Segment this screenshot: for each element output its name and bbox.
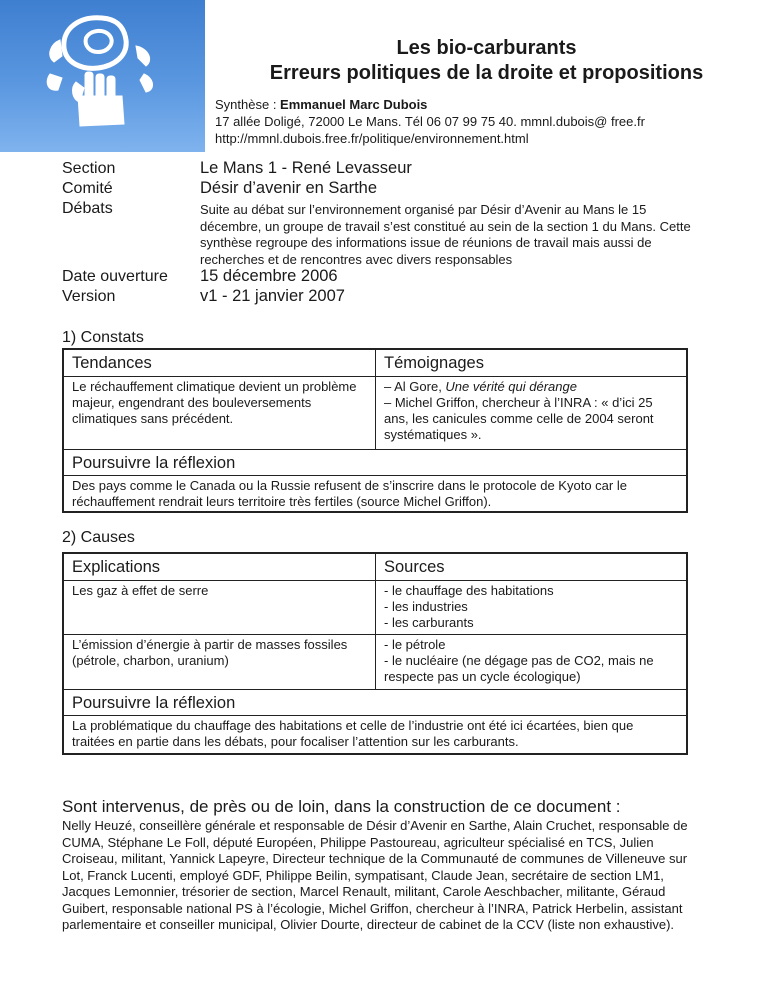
temoignage-prefix: – Al Gore, (384, 379, 446, 394)
comite-value: Désir d’avenir en Sarthe (200, 179, 378, 197)
document-subtitle: Erreurs politiques de la droite et propositions (269, 62, 704, 84)
synthese-author: Emmanuel Marc Dubois (280, 97, 428, 112)
logo-banner (0, 0, 205, 152)
tendances-header: Tendances (64, 350, 376, 376)
explications-header: Explications (64, 554, 376, 580)
section-value: Le Mans 1 - René Levasseur (200, 159, 412, 177)
date-value: 15 décembre 2006 (200, 267, 338, 285)
causes-row (64, 635, 686, 690)
source-item: - les carburants (384, 615, 474, 630)
synthese-label: Synthèse : (215, 97, 281, 112)
source-item: - le chauffage des habitations (384, 583, 554, 598)
sources-cell (376, 635, 686, 689)
synthese-line (215, 97, 427, 113)
constats-title: 1) Constats (62, 329, 144, 346)
author-address: 17 allée Doligé, 72000 Le Mans. Tél 06 07 99 75 40. mmnl.dubois@ free.fr (215, 114, 645, 129)
date-label: Date ouverture (62, 268, 168, 285)
causes-reflexion-text: La problématique du chauffage des habitations et celle de l’industrie ont été ici écartées, bien que traitées en partie dans les débats, pour focaliser l’attention sur les carburants. (72, 718, 634, 749)
temoignage-griffon: – Michel Griffon, chercheur à l’INRA : « d’ici 25 ans, les canicules comme celle de 2004 seront systématiques ». (384, 395, 654, 442)
constats-reflexion-title: Poursuivre la réflexion (64, 450, 686, 476)
document-title: Les bio-carburants (396, 37, 577, 59)
constats-header-row (64, 350, 686, 377)
debats-value: Suite au débat sur l’environnement organisé par Désir d’Avenir au Mans le 15 décembre, un groupe de travail s’est constitué au sein de la section 1 du Mans. Cette synthèse regroupe des informations issue de réunions de travail mais aussi de recherches et de rencontres avec divers responsables (200, 202, 691, 267)
debats-label: Débats (62, 200, 113, 217)
tendances-cell: Le réchauffement climatique devient un problème majeur, engendrant des bouleversements climatiques sans précédent. (64, 377, 376, 449)
explication-cell: L’émission d’énergie à partir de masses fossiles (pétrole, charbon, uranium) (64, 635, 376, 689)
comite-label: Comité (62, 180, 113, 197)
constats-row (64, 377, 686, 450)
causes-header-row (64, 554, 686, 581)
source-item: - les industries (384, 599, 468, 614)
causes-row (64, 581, 686, 635)
version-value: v1 - 21 janvier 2007 (200, 287, 345, 305)
temoignages-header: Témoignages (384, 354, 484, 372)
causes-reflexion-title: Poursuivre la réflexion (64, 690, 686, 716)
causes-table (62, 552, 688, 755)
sources-cell (376, 581, 686, 634)
causes-title: 2) Causes (62, 529, 135, 546)
sources-header: Sources (384, 558, 445, 576)
author-url: http://mmnl.dubois.free.fr/politique/environnement.html (215, 131, 529, 146)
constats-table (62, 348, 688, 513)
temoignage-book-title: Une vérité qui dérange (445, 379, 577, 394)
source-item: - le nucléaire (ne dégage pas de CO2, mais ne respecte pas un cycle écologique) (384, 653, 654, 684)
constats-reflexion-text: Des pays comme le Canada ou la Russie refusent de s’inscrire dans le protocole de Kyoto car le réchauffement rendrait leurs territoire très fertiles (source Michel Griffon). (72, 478, 627, 509)
version-label: Version (62, 288, 116, 305)
section-label: Section (62, 160, 116, 177)
rose-fist-icon (40, 8, 165, 138)
intervenants-text: Nelly Heuzé, conseillère générale et responsable de Désir d’Avenir en Sarthe, Alain Cruchet, responsable de CUMA, Stéphane Le Foll, député Européen, Philippe Pastoureau, agriculteur spécialisé en TCS, Julien Croiseau, militant, Yannick Lapeyre, Directeur technique de la Communauté de communes de Villeneuve sur Lot, Franck Lucenti, employé GDF, Philippe Beilin, sympatisant, Claude Jean, secrétaire de section LM1, Jacques Lemonnier, trésorier de section, Marcel Renault, militant, Carole Aeschbacher, militante, Géraud Guibert, responsable national PS à l’écologie, Michel Griffon, chercheur à l’INRA, Patrick Herbelin, assistant parlementaire et conseiller municipal, Olivier Dourte, directeur de cabinet de la CCV (liste non exhaustive). (62, 818, 688, 932)
source-item: - le pétrole (384, 637, 446, 652)
explication-cell: Les gaz à effet de serre (64, 581, 376, 634)
temoignages-cell (376, 377, 686, 449)
intervenants-title: Sont intervenus, de près ou de loin, dans la construction de ce document : (62, 797, 621, 816)
